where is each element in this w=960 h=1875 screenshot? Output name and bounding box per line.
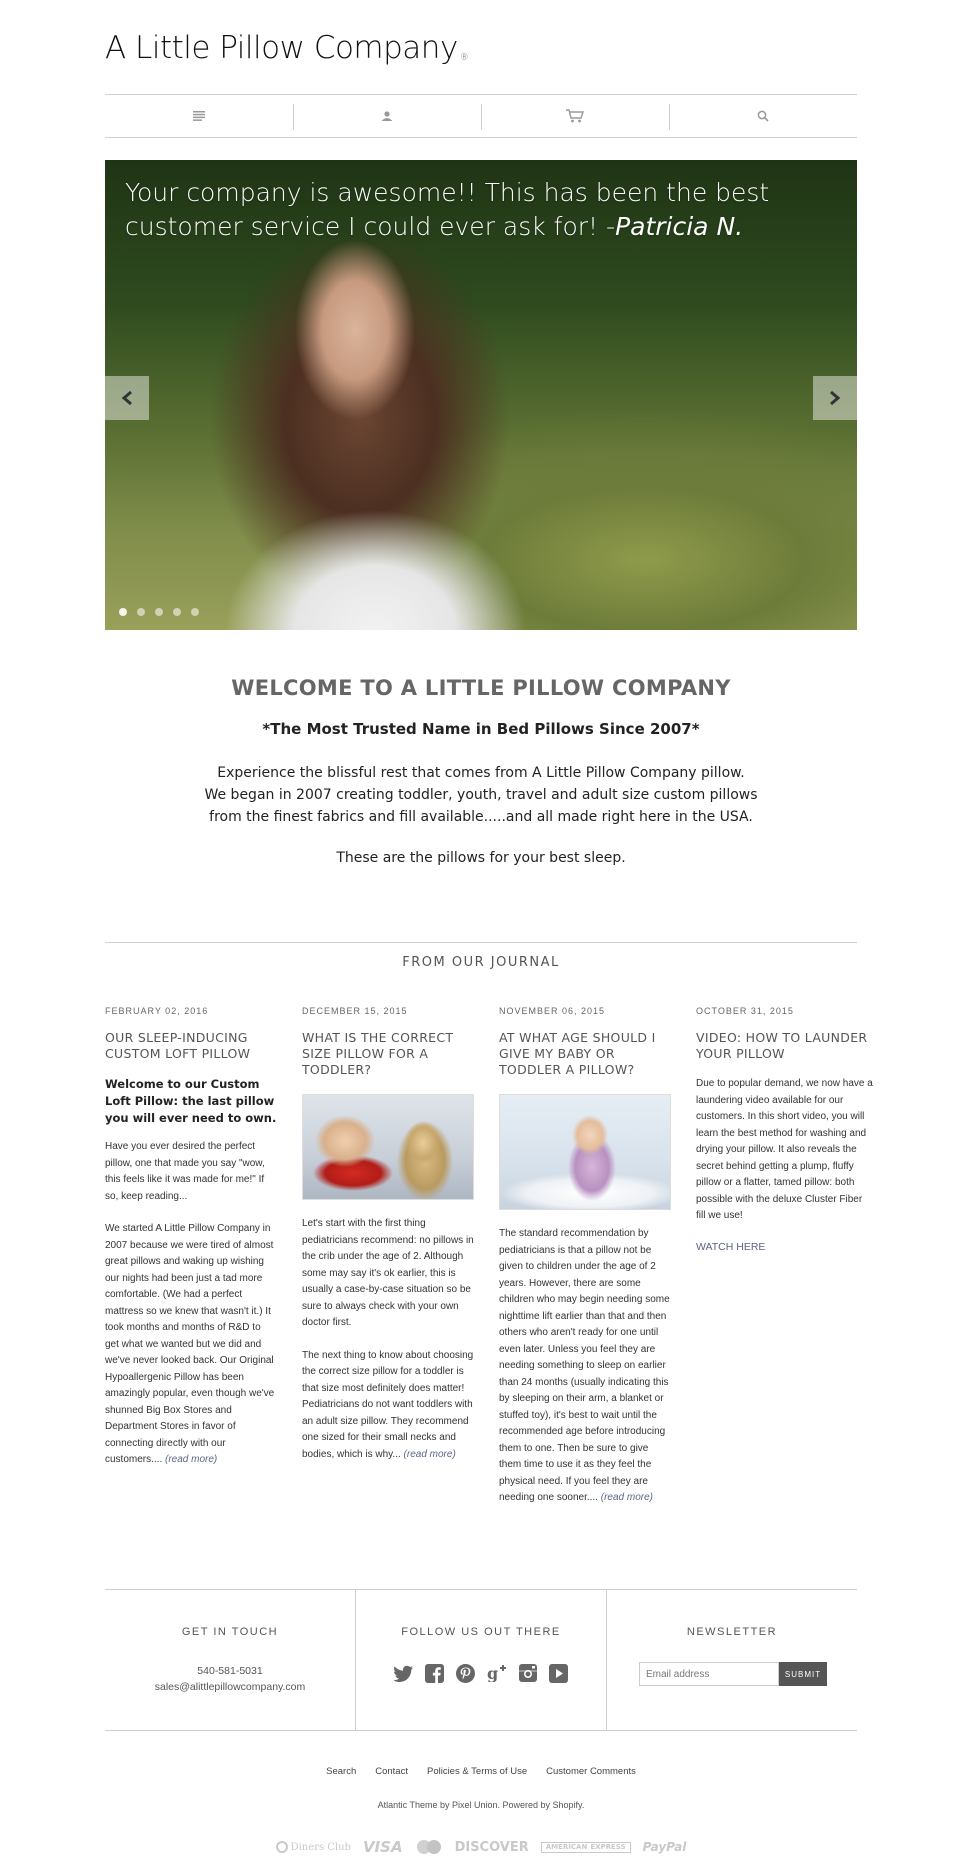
diners-club-icon bbox=[276, 1841, 351, 1853]
welcome-line: from the finest fabrics and fill available.....and all made right here in the USA. bbox=[209, 809, 753, 825]
facebook-icon bbox=[425, 1664, 444, 1683]
article-image-baby[interactable] bbox=[499, 1094, 671, 1210]
article-paragraph-text: We started A Little Pillow Company in 2007 because we were tired of almost great pillows and waking up wishing our nights had been just a tad more comfortable. (We had a perfect mattress so we knew that wasn't it.) It took months and months of R&D to get what we wanted but we did and we've never looked back. Our Original Hypoallergenic Pillow has been amazingly popular, even though we've shunned Big Box Stores and Department Stores in favor of connecting directly with our customers.... bbox=[105, 1223, 275, 1465]
footer-link-contact[interactable]: Contact bbox=[375, 1766, 408, 1777]
amex-line: AMERICAN bbox=[545, 1842, 588, 1851]
contact-email-link[interactable]: sales@alittlepillowcompany.com bbox=[154, 1681, 306, 1693]
journal-article bbox=[105, 1006, 277, 1469]
article-paragraph: Have you ever desired the perfect pillow, one that made you say "wow, this feels like it was made for me!" If so, keep reading... bbox=[105, 1141, 265, 1202]
footer-link-search[interactable]: Search bbox=[326, 1766, 357, 1777]
footer-newsletter bbox=[606, 1590, 857, 1730]
account-icon bbox=[381, 111, 393, 121]
article-excerpt bbox=[105, 1139, 277, 1469]
footer-contact bbox=[105, 1590, 355, 1730]
article-excerpt bbox=[499, 1226, 671, 1507]
welcome-tagline: These are the pillows for your best sleep. bbox=[336, 850, 626, 866]
newsletter-form bbox=[639, 1662, 827, 1686]
search-icon bbox=[757, 110, 769, 122]
article-date: DECEMBER 15, 2015 bbox=[302, 1006, 408, 1016]
cart-icon bbox=[566, 109, 584, 123]
theme-credits: Atlantic Theme by Pixel Union. Powered by Shopify. bbox=[377, 1800, 585, 1810]
article-lead: Welcome to our Custom Loft Pillow: the last pillow you will ever need to own. bbox=[105, 1077, 277, 1125]
journal-article bbox=[499, 1006, 671, 1507]
hero-quote-author: Patricia N. bbox=[615, 212, 744, 241]
youtube-icon bbox=[549, 1664, 568, 1683]
article-title-link[interactable]: VIDEO: HOW TO LAUNDER YOUR PILLOW bbox=[696, 1030, 868, 1061]
journal-article bbox=[302, 1006, 474, 1463]
watch-video-link[interactable]: WATCH HERE bbox=[696, 1240, 766, 1253]
footer-links bbox=[105, 1766, 857, 1777]
welcome-text bbox=[105, 762, 857, 828]
newsletter-email-input[interactable] bbox=[639, 1662, 779, 1686]
payment-icons bbox=[105, 1838, 857, 1856]
newsletter-submit-button[interactable]: SUBMIT bbox=[779, 1662, 827, 1686]
read-more-link[interactable]: (read more) bbox=[403, 1448, 456, 1460]
pinterest-link[interactable] bbox=[456, 1663, 476, 1683]
read-more-link[interactable]: (read more) bbox=[165, 1454, 218, 1465]
slide-dot[interactable] bbox=[191, 608, 199, 616]
slide-prev-button[interactable] bbox=[105, 376, 149, 420]
site-logo[interactable] bbox=[105, 30, 468, 66]
nav-search-button[interactable] bbox=[669, 95, 857, 137]
slide-dot[interactable] bbox=[119, 608, 127, 616]
slide-dots bbox=[119, 608, 199, 616]
article-excerpt bbox=[302, 1216, 474, 1463]
footer-link-policies[interactable]: Policies & Terms of Use bbox=[426, 1766, 528, 1777]
twitter-link[interactable] bbox=[394, 1663, 414, 1683]
contact-heading: GET IN TOUCH bbox=[181, 1626, 279, 1638]
welcome-line: We began in 2007 creating toddler, youth, travel and adult size custom pillows bbox=[204, 787, 758, 803]
journal-article bbox=[696, 1006, 874, 1253]
article-title-link[interactable]: AT WHAT AGE SHOULD I GIVE MY BABY OR TODDLER A PILLOW? bbox=[499, 1030, 656, 1077]
logo-text: A Little Pillow Company bbox=[105, 30, 458, 66]
nav-cart-button[interactable] bbox=[481, 95, 669, 137]
article-paragraph: Due to popular demand, we now have a laundering video available for our customers. In this short video, you will learn the best method for washing and drying your pillow. It also reveals the secret behind getting a plump, fluffy pillow or a flatter, tamed pillow: both possible with the deluxe Cluster Fiber fill we use! bbox=[696, 1078, 873, 1221]
welcome-title: WELCOME TO A LITTLE PILLOW COMPANY bbox=[231, 676, 731, 700]
instagram-link[interactable] bbox=[518, 1663, 538, 1683]
article-title-link[interactable]: WHAT IS THE CORRECT SIZE PILLOW FOR A TODDLER? bbox=[302, 1030, 454, 1077]
youtube-link[interactable] bbox=[549, 1663, 569, 1683]
slide-next-button[interactable] bbox=[813, 376, 857, 420]
journal-heading: FROM OUR JOURNAL bbox=[402, 955, 560, 970]
slide-dot[interactable] bbox=[173, 608, 181, 616]
slide-dot[interactable] bbox=[155, 608, 163, 616]
newsletter-heading: NEWSLETTER bbox=[686, 1626, 778, 1638]
paypal-icon: PayPal bbox=[642, 1840, 687, 1854]
facebook-link[interactable] bbox=[425, 1663, 445, 1683]
article-paragraph: Let's start with the first thing pediatricians recommend: no pillows in the crib under the age of 2. Although some may say it's ok earlier, this is usually a case-by-case situation so be sure to always check with your own doctor first. bbox=[302, 1218, 474, 1328]
read-more-link[interactable]: (read more) bbox=[600, 1492, 653, 1503]
menu-icon bbox=[193, 111, 205, 121]
article-date: FEBRUARY 02, 2016 bbox=[105, 1006, 209, 1016]
chevron-left-icon bbox=[121, 390, 133, 406]
mastercard-icon bbox=[415, 1839, 443, 1855]
article-paragraph bbox=[105, 1221, 277, 1469]
discover-icon: DISCOVER bbox=[454, 1839, 529, 1855]
slide-dot[interactable] bbox=[137, 608, 145, 616]
article-excerpt bbox=[696, 1076, 874, 1225]
welcome-line: Experience the blissful rest that comes from A Little Pillow Company pillow. bbox=[217, 765, 745, 781]
amex-icon bbox=[541, 1842, 631, 1853]
section-divider bbox=[105, 942, 857, 943]
twitter-icon bbox=[394, 1665, 414, 1682]
welcome-subtitle: *The Most Trusted Name in Bed Pillows Since 2007* bbox=[262, 720, 700, 738]
hero-quote-text: Your company is awesome!! This has been the best customer service I could ever ask for! - bbox=[125, 178, 770, 241]
social-heading: FOLLOW US OUT THERE bbox=[401, 1626, 561, 1638]
contact-phone: 540-581-5031 bbox=[197, 1665, 263, 1677]
article-paragraph bbox=[302, 1348, 474, 1464]
article-image-toddler[interactable] bbox=[302, 1094, 474, 1200]
chevron-right-icon bbox=[829, 390, 841, 406]
google-plus-link[interactable] bbox=[487, 1663, 507, 1683]
article-date: NOVEMBER 06, 2015 bbox=[499, 1006, 606, 1016]
hero-quote bbox=[125, 176, 845, 244]
article-paragraph-text: The standard recommendation by pediatricians is that a pillow not be given to children under the age of 2 years. However, there are some children who may begin needing some nighttime lift earlier than that and then others who aren't ready for one until even later. Unless you feel they are needing something to sleep on earlier than 24 months (usually indicating this by sleeping on their arm, a blanket or stuffed toy), it's best to wait until the recommended age before introducing them to one. Then be sure to give them time to use it as they feel the physical need. If you feel they are needing one sooner.... bbox=[499, 1228, 670, 1503]
article-date: OCTOBER 31, 2015 bbox=[696, 1006, 794, 1016]
footer-social bbox=[355, 1590, 606, 1730]
hero-slideshow[interactable] bbox=[105, 160, 857, 630]
diners-club-label: Diners Club bbox=[290, 1841, 351, 1853]
main-nav bbox=[105, 94, 857, 138]
visa-icon: VISA bbox=[362, 1838, 403, 1856]
article-paragraph bbox=[499, 1226, 671, 1507]
article-paragraph-text: The next thing to know about choosing the correct size pillow for a toddler is that size most definitely does matter! Pediatricians do not want toddlers with an adult size pillow. They recommend one sized for their small necks and bodies, which is why... bbox=[302, 1349, 474, 1460]
registered-mark: ® bbox=[459, 53, 469, 63]
google-plus-icon bbox=[487, 1664, 507, 1682]
svg-text:g: g bbox=[486, 1664, 498, 1682]
nav-menu-button[interactable] bbox=[105, 95, 293, 137]
footer-link-comments[interactable]: Customer Comments bbox=[546, 1766, 636, 1777]
social-links bbox=[356, 1663, 606, 1683]
instagram-icon bbox=[519, 1664, 537, 1682]
pinterest-icon bbox=[456, 1664, 475, 1683]
amex-line: EXPRESS bbox=[590, 1842, 626, 1851]
footer-widgets bbox=[105, 1589, 857, 1731]
article-title-link[interactable]: OUR SLEEP-INDUCING CUSTOM LOFT PILLOW bbox=[105, 1030, 251, 1061]
nav-account-button[interactable] bbox=[293, 95, 481, 137]
